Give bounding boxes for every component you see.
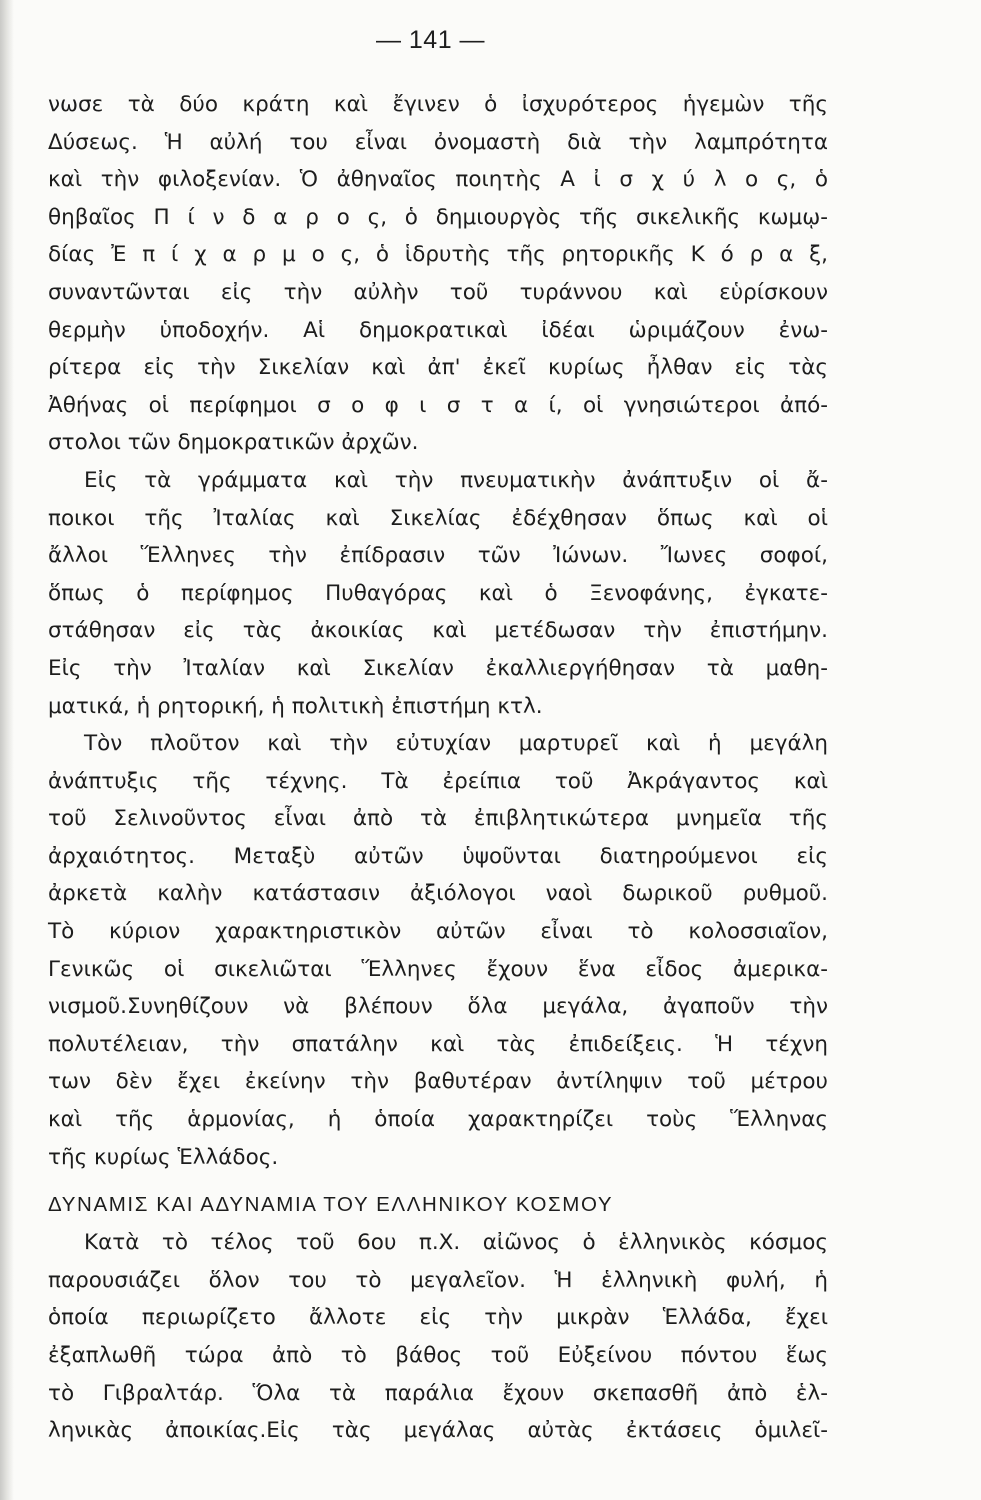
text-line: δίας Ἐ π ί χ α ρ μ ο ς, ὁ ἱδρυτὴς τῆς ρητορικῆς Κ ό ρ α ξ,	[48, 242, 828, 268]
text-line: ὁποία περιωρίζετο ἄλλοτε εἰς τὴν μικρὰν Ἑλλάδα, ἔχει	[48, 1305, 828, 1331]
text-line: ληνικὰς ἀποικίας.Εἰς τὰς μεγάλας αὐτὰς ἐκτάσεις ὁμιλεῖ-	[48, 1418, 828, 1444]
text-line: ματικά, ἡ ρητορική, ἡ πολιτικὴ ἐπιστήμη κτλ.	[48, 693, 543, 719]
paragraph-1	[48, 86, 828, 462]
text-line: Δύσεως. Ἡ αὐλή του εἶναι ὀνομαστὴ διὰ τὴν λαμπρότητα	[48, 129, 828, 155]
text-line: νωσε τὰ δύο κράτη καὶ ἔγινεν ὁ ἰσχυρότερος ἡγεμὼν τῆς	[48, 92, 828, 117]
text-line: πολυτέλειαν, τὴν σπατάλην καὶ τὰς ἐπιδείξεις. Ἡ τέχνη	[48, 1031, 828, 1057]
text-line: ἀρκετὰ καλὴν κατάστασιν ἀξιόλογοι ναοὶ δωρικοῦ ρυθμοῦ.	[48, 881, 828, 907]
text-line: ὅπως ὁ περίφημος Πυθαγόρας καὶ ὁ Ξενοφάνης, ἐγκατε-	[48, 580, 828, 606]
text-line: θερμὴν ὑποδοχήν. Αἱ δημοκρατικαὶ ἰδέαι ὡριμάζουν ἐνω-	[48, 317, 828, 343]
text-line: νισμοῦ.Συνηθίζουν νὰ βλέπουν ὅλα μεγάλα, ἀγαποῦν τὴν	[48, 994, 828, 1020]
text-line: ἀρχαιότητος. Μεταξὺ αὐτῶν ὑψοῦνται διατηρούμενοι εἰς	[48, 843, 828, 869]
text-line: ἄλλοι Ἕλληνες τὴν ἐπίδρασιν τῶν Ἰώνων. Ἴωνες σοφοί,	[48, 543, 828, 569]
binding-edge	[0, 0, 14, 1500]
text-line: Τὸν πλοῦτον καὶ τὴν εὐτυχίαν μαρτυρεῖ καὶ ἡ μεγάλη	[84, 731, 828, 757]
section-heading: ΔΥΝΑΜΙΣ ΚΑΙ ΑΔΥΝΑΜΙΑ ΤΟΥ ΕΛΛΗΝΙΚΟΥ ΚΟΣΜΟΥ	[48, 1193, 614, 1217]
text-line: ρίτερα εἰς τὴν Σικελίαν καὶ ἀπ' ἐκεῖ κυρίως ἦλθαν εἰς τὰς	[48, 355, 828, 381]
text-line: παρουσιάζει ὅλον του τὸ μεγαλεῖον. Ἡ ἑλληνικὴ φυλή, ἡ	[48, 1267, 828, 1293]
text-line: καὶ τὴν φιλοξενίαν. Ὁ ἀθηναῖος ποιητὴς Α ἰ σ χ ύ λ ο ς, ὁ	[48, 167, 828, 193]
text-line: τοῦ Σελινοῦντος εἶναι ἀπὸ τὰ ἐπιβλητικώτερα μνημεῖα τῆς	[48, 806, 828, 832]
text-line: στολοι τῶν δημοκρατικῶν ἀρχῶν.	[48, 430, 419, 456]
text-line: τὸ Γιβραλτάρ. Ὅλα τὰ παράλια ἔχουν σκεπασθῆ ἀπὸ ἑλ-	[48, 1380, 828, 1406]
text-line: Ἀθήνας οἱ περίφημοι σ ο φ ι σ τ α ί, οἱ γνησιώτεροι ἀπό-	[48, 392, 828, 418]
paragraph-2	[48, 462, 828, 725]
text-line: Εἰς τὰ γράμματα καὶ τὴν πνευματικὴν ἀνάπτυξιν οἱ ἄ-	[84, 467, 828, 493]
paragraph-3	[48, 725, 828, 1176]
text-line: καὶ τῆς ἁρμονίας, ἡ ὁποία χαρακτηρίζει τοὺς Ἕλληνας	[48, 1107, 828, 1133]
paragraph-4	[48, 1224, 828, 1450]
text-line: Εἰς τὴν Ἰταλίαν καὶ Σικελίαν ἐκαλλιεργήθησαν τὰ μαθη-	[48, 655, 828, 681]
text-line: τῆς κυρίως Ἑλλάδος.	[48, 1144, 279, 1170]
text-line: στάθησαν εἰς τὰς ἀκοικίας καὶ μετέδωσαν τὴν ἐπιστήμην.	[48, 618, 828, 644]
text-line: συναντῶνται εἰς τὴν αὐλὴν τοῦ τυράννου καὶ εὑρίσκουν	[48, 279, 828, 305]
text-line: ποικοι τῆς Ἰταλίας καὶ Σικελίας ἐδέχθησαν ὅπως καὶ οἱ	[48, 505, 828, 531]
page-text	[48, 86, 828, 1450]
text-line: Τὸ κύριον χαρακτηριστικὸν αὐτῶν εἶναι τὸ κολοσσιαῖον,	[48, 919, 828, 945]
text-line: Κατὰ τὸ τέλος τοῦ 6ου π.Χ. αἰῶνος ὁ ἑλληνικὸς κόσμος	[84, 1230, 828, 1256]
page-number: — 141 —	[375, 26, 486, 54]
text-line: ἐξαπλωθῆ τώρα ἀπὸ τὸ βάθος τοῦ Εὐξείνου πόντου ἕως	[48, 1343, 828, 1368]
text-line: των δὲν ἔχει ἐκείνην τὴν βαθυτέραν ἀντίληψιν τοῦ μέτρου	[48, 1069, 828, 1095]
text-line: θηβαῖος Π ί ν δ α ρ ο ς, ὁ δημιουργὸς τῆς σικελικῆς κωμῳ-	[48, 204, 828, 230]
text-line: ἀνάπτυξις τῆς τέχνης. Τὰ ἐρείπια τοῦ Ἀκράγαντος καὶ	[48, 768, 828, 794]
text-line: Γενικῶς οἱ σικελιῶται Ἕλληνες ἔχουν ἕνα εἶδος ἀμερικα-	[48, 956, 828, 982]
